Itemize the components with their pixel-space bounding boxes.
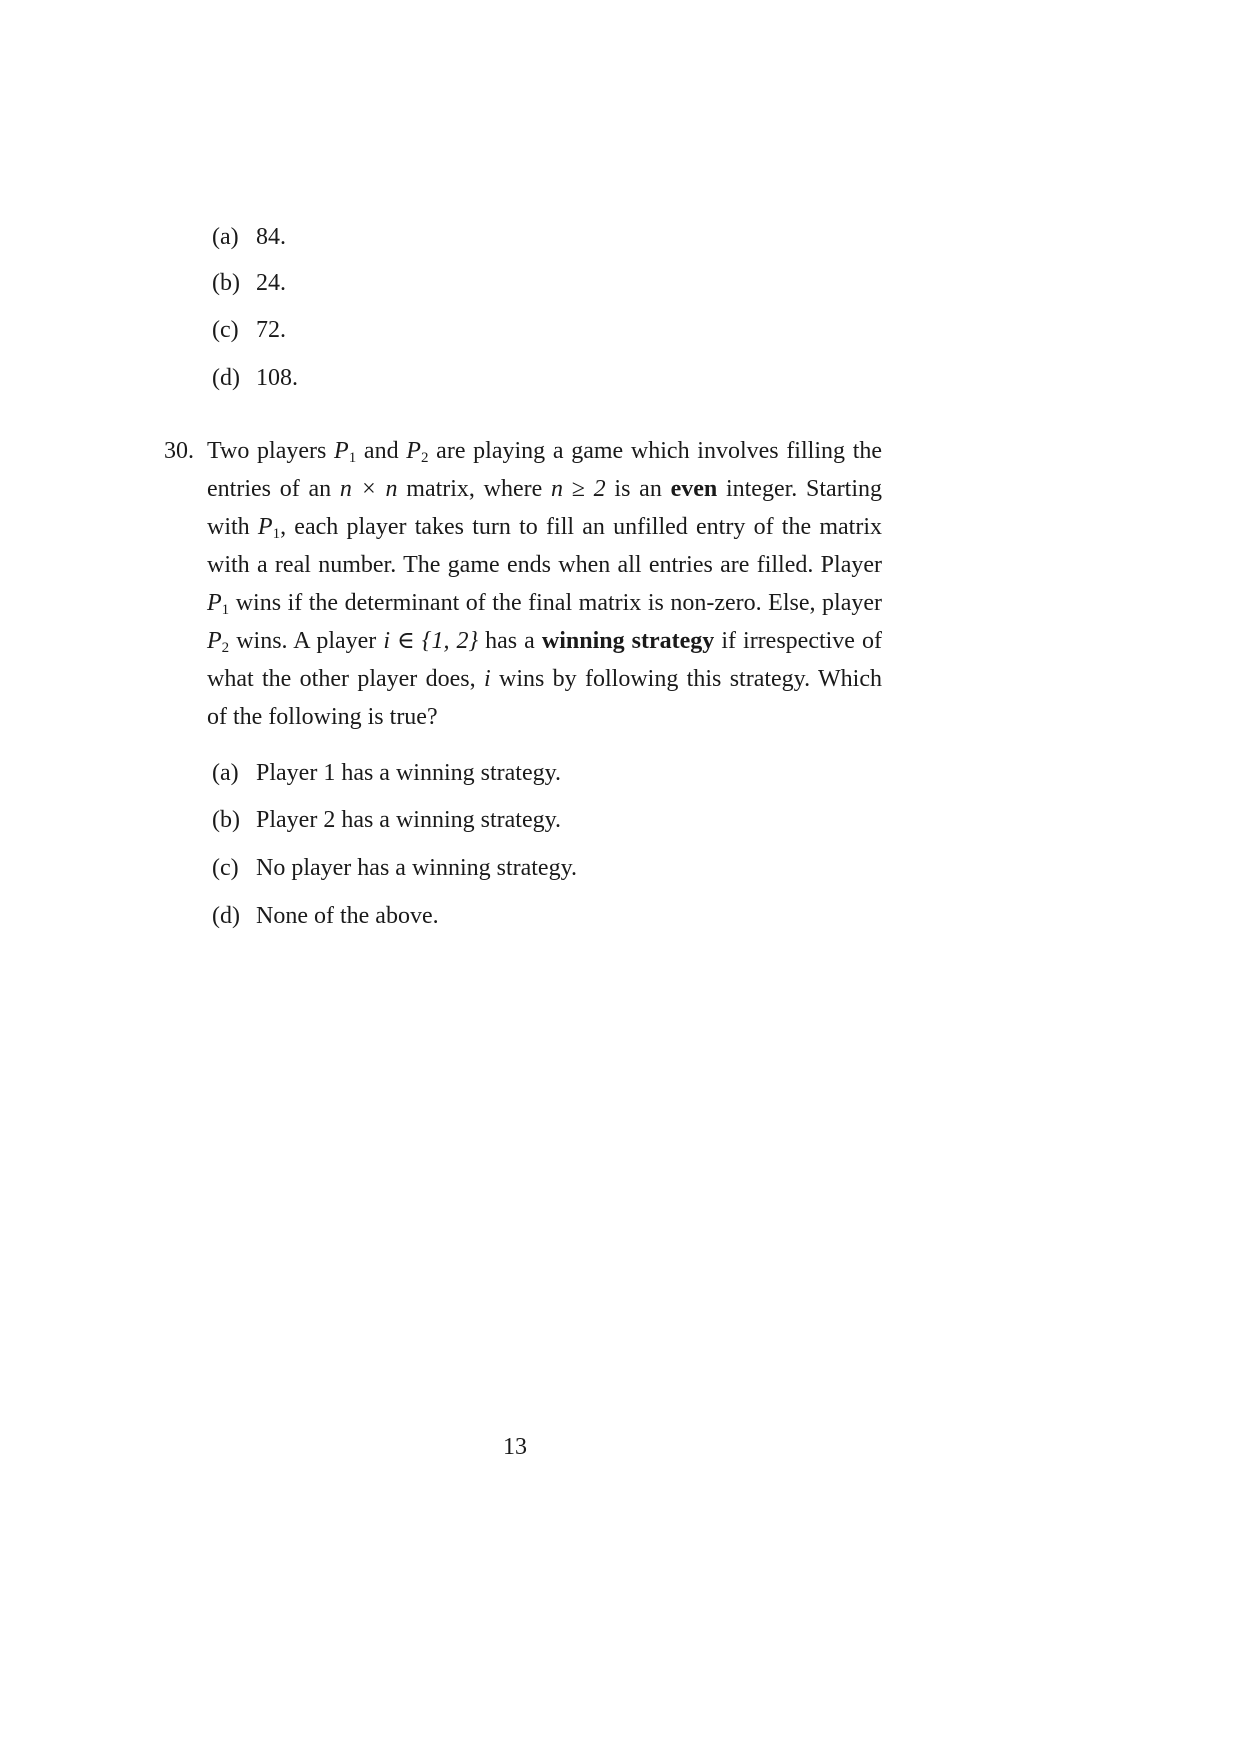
math-p [406, 438, 428, 464]
q-text: has a [478, 628, 542, 654]
q-text: wins by following this strategy. Which of the following is true? [207, 666, 882, 730]
option-d [212, 901, 439, 931]
option-a [212, 758, 561, 788]
option-text: 24. [256, 270, 286, 296]
math-iset: i ∈ {1, 2} [383, 628, 479, 654]
math-sub: 1 [221, 602, 230, 618]
option-label: (a) [212, 760, 239, 786]
option-b [212, 805, 561, 835]
option-text: 108. [256, 365, 298, 391]
option-label: (c) [212, 855, 239, 881]
math-nxn: n × n [339, 476, 398, 502]
q-text: and [356, 438, 407, 464]
math-i: i [483, 666, 491, 692]
prev-option-b [212, 268, 286, 298]
math-var: P [257, 514, 273, 540]
option-label: (d) [212, 365, 240, 391]
q-text: Two players [207, 438, 335, 464]
math-var: P [334, 438, 349, 464]
option-text: Player 2 has a winning strategy. [256, 807, 562, 833]
option-text: No player has a winning strategy. [256, 855, 578, 881]
q-text: , each player takes turn to fill an unfilled entry of the matrix with a real number. The game ends when all entries are filled. Player [207, 514, 882, 578]
bold-even: even [670, 476, 718, 502]
prev-option-d [212, 363, 298, 393]
math-p [334, 438, 356, 464]
math-var: P [207, 628, 222, 654]
math-p [207, 590, 229, 616]
option-text: Player 1 has a winning strategy. [256, 760, 562, 786]
math-sub: 1 [272, 526, 281, 542]
q-text: is an [605, 476, 671, 502]
option-label: (b) [212, 807, 240, 833]
q-text: are playing a game which involves filling the entries of an [207, 438, 883, 502]
math-p [207, 628, 229, 654]
option-label: (b) [212, 270, 240, 296]
q-text: wins if the determinant of the final matrix is non-zero. Else, player [229, 590, 882, 616]
question-number: 30. [164, 438, 194, 464]
prev-option-c [212, 315, 286, 345]
option-label: (d) [212, 903, 240, 929]
math-p [258, 514, 280, 540]
math-var: P [406, 438, 421, 464]
math-var: P [207, 590, 222, 616]
option-c [212, 853, 577, 883]
prev-option-a [212, 222, 286, 252]
math-sub: 1 [348, 450, 357, 466]
option-text: 84. [256, 224, 286, 250]
option-text: None of the above. [256, 903, 439, 929]
q-text: if irrespective of what the other player does, [207, 628, 882, 692]
option-text: 72. [256, 317, 286, 343]
option-label: (c) [212, 317, 239, 343]
math-sub: 2 [420, 450, 429, 466]
bold-winning-strategy: winning strategy [541, 628, 715, 654]
option-label: (a) [212, 224, 239, 250]
math-sub: 2 [221, 640, 230, 656]
q-text: wins. A player [229, 628, 384, 654]
math-ngeq: n ≥ 2 [551, 476, 606, 502]
question-text [207, 432, 882, 736]
q-text: matrix, where [397, 476, 552, 502]
page-number: 13 [503, 1434, 527, 1460]
q-text: integer. Starting with [207, 476, 883, 540]
